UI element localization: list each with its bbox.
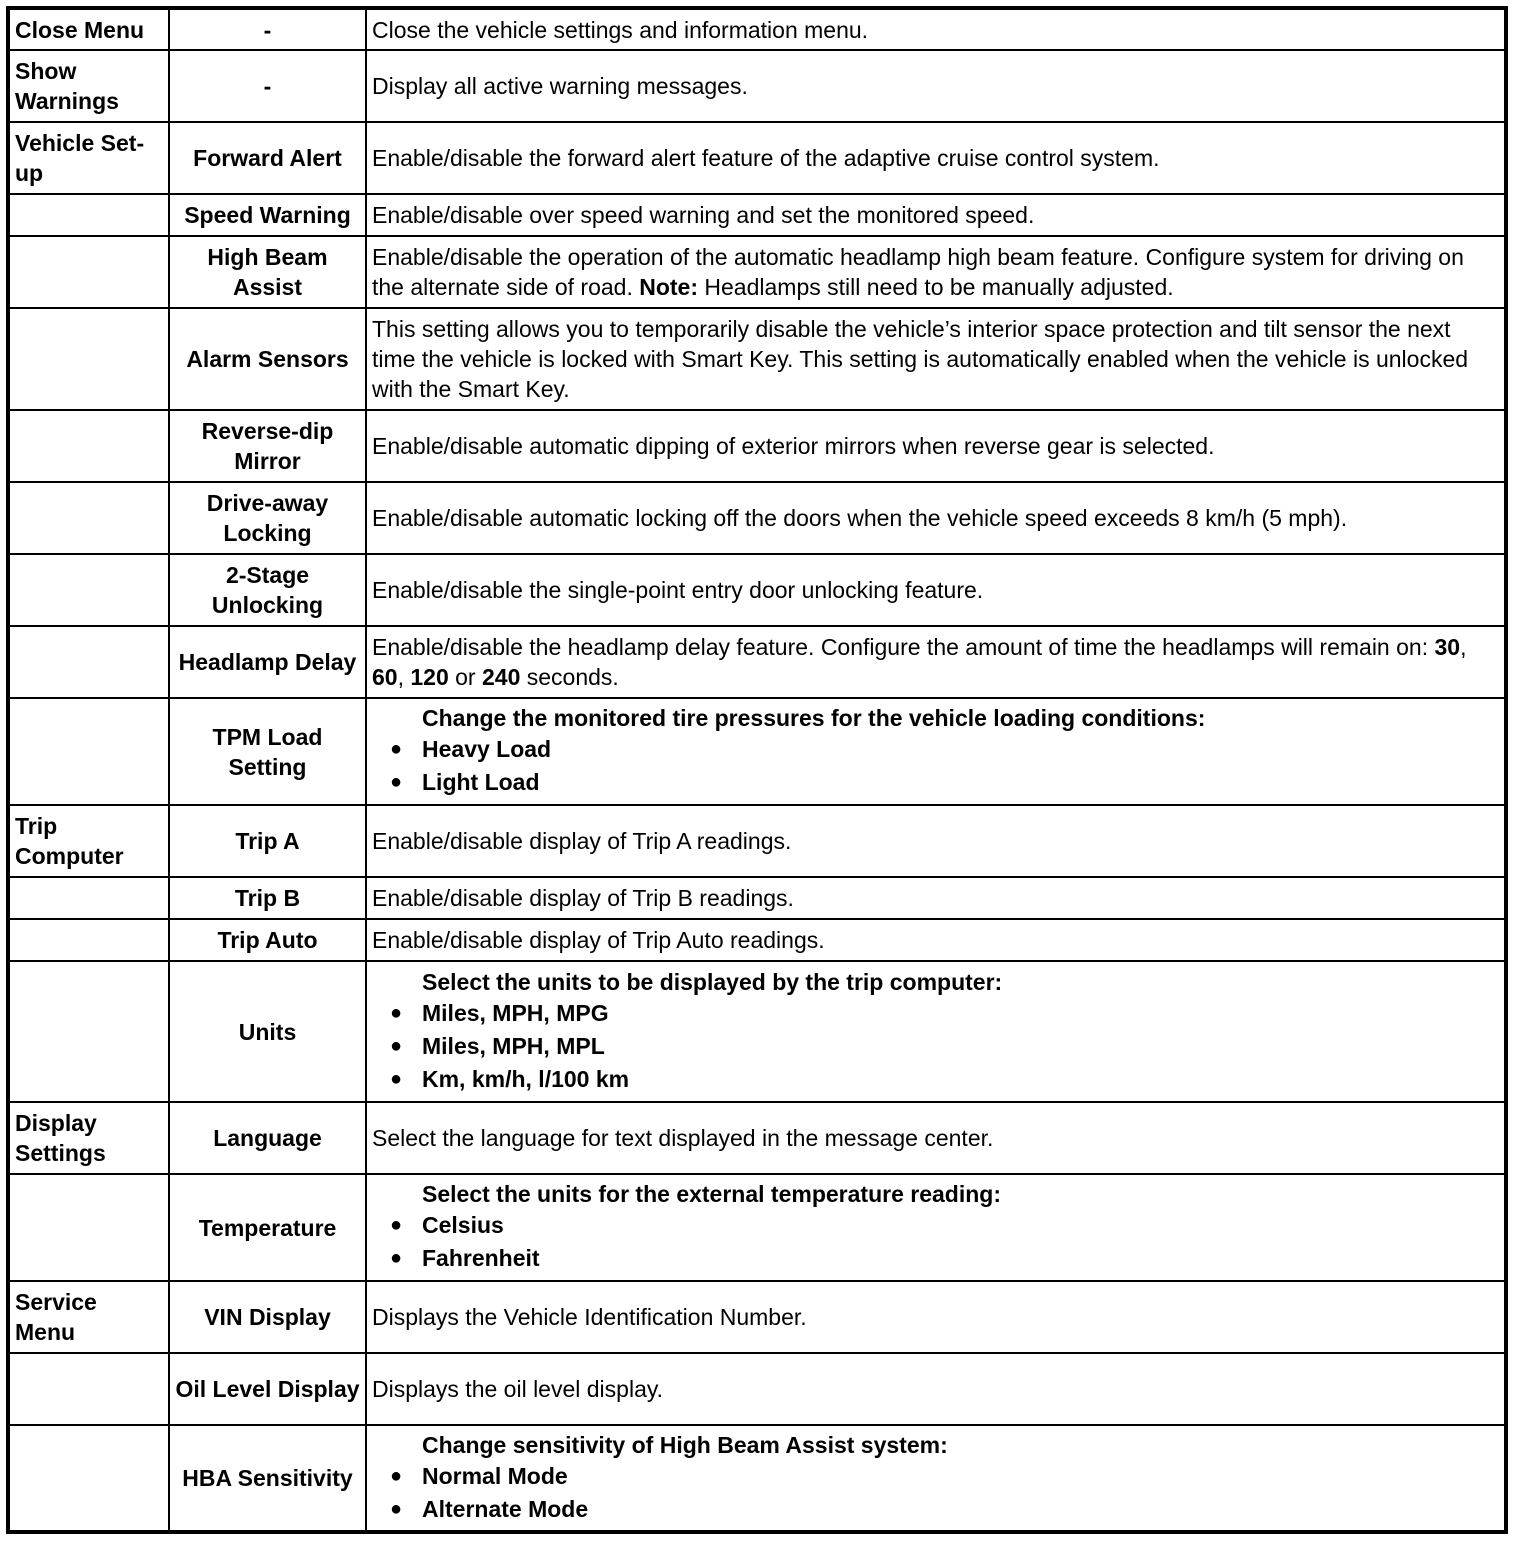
item-cell: - xyxy=(169,50,366,122)
list-item: ● Miles, MPH, MPL xyxy=(372,1030,1499,1063)
list-item: ● Light Load xyxy=(372,766,1499,799)
option-list xyxy=(372,1460,1499,1526)
description-text: Enable/disable the headlamp delay feature. Configure the amount of time the headlamps will remain on: xyxy=(372,634,1435,660)
category-cell xyxy=(8,554,169,626)
table-row xyxy=(8,805,1506,877)
item-cell: Reverse-dip Mirror xyxy=(169,410,366,482)
category-cell xyxy=(8,194,169,236)
table-row xyxy=(8,1174,1506,1281)
description-cell: Enable/disable automatic dipping of exterior mirrors when reverse gear is selected. xyxy=(366,410,1506,482)
separator: , xyxy=(397,664,411,690)
separator: , xyxy=(1460,634,1467,660)
description-text: Headlamps still need to be manually adjusted. xyxy=(698,274,1174,300)
item-cell: Forward Alert xyxy=(169,122,366,194)
item-cell: Units xyxy=(169,961,366,1102)
description-cell: Select the language for text displayed in the message center. xyxy=(366,1102,1506,1174)
table-row xyxy=(8,8,1506,50)
list-item: ● Fahrenheit xyxy=(372,1242,1499,1275)
item-cell: HBA Sensitivity xyxy=(169,1425,366,1532)
table-row xyxy=(8,877,1506,919)
description-cell: This setting allows you to temporarily disable the vehicle’s interior space protection and tilt sensor the next time the vehicle is locked with Smart Key. This setting is automatically enabled when the vehicle is unlocked with the Smart Key. xyxy=(366,308,1506,410)
description-text: seconds. xyxy=(520,664,619,690)
description-text: Enable/disable the operation of the automatic headlamp high beam feature. Configure system for driving on the alternate side of road. xyxy=(372,244,1464,300)
item-cell: Alarm Sensors xyxy=(169,308,366,410)
category-cell xyxy=(8,1425,169,1532)
table-row xyxy=(8,482,1506,554)
table-row xyxy=(8,554,1506,626)
description-cell: Enable/disable over speed warning and set the monitored speed. xyxy=(366,194,1506,236)
item-cell: Speed Warning xyxy=(169,194,366,236)
description-cell xyxy=(366,1425,1506,1532)
note-label: Note: xyxy=(639,274,699,300)
description-cell xyxy=(366,1174,1506,1281)
item-cell: Oil Level Display xyxy=(169,1353,366,1425)
category-cell: Show Warnings xyxy=(8,50,169,122)
list-item: ● Heavy Load xyxy=(372,733,1499,766)
category-cell xyxy=(8,1174,169,1281)
description-cell xyxy=(366,961,1506,1102)
delay-value: 240 xyxy=(481,664,521,690)
option-list xyxy=(372,733,1499,799)
description-cell: Enable/disable the forward alert feature of the adaptive cruise control system. xyxy=(366,122,1506,194)
category-cell xyxy=(8,236,169,308)
table-row xyxy=(8,410,1506,482)
description-cell: Enable/disable display of Trip Auto readings. xyxy=(366,919,1506,961)
settings-menu-table xyxy=(6,6,1508,1534)
description-cell xyxy=(366,698,1506,805)
description-cell: Enable/disable display of Trip A readings. xyxy=(366,805,1506,877)
category-cell xyxy=(8,482,169,554)
description-cell: Display all active warning messages. xyxy=(366,50,1506,122)
table-row xyxy=(8,626,1506,698)
category-cell xyxy=(8,626,169,698)
description-cell: Enable/disable display of Trip B readings. xyxy=(366,877,1506,919)
category-cell: Trip Computer xyxy=(8,805,169,877)
table-row xyxy=(8,919,1506,961)
description-cell: Enable/disable the single-point entry door unlocking feature. xyxy=(366,554,1506,626)
list-item: ● Celsius xyxy=(372,1209,1499,1242)
table-row xyxy=(8,1102,1506,1174)
table-row xyxy=(8,1425,1506,1532)
table-row xyxy=(8,1353,1506,1425)
description-cell xyxy=(366,626,1506,698)
item-cell: Language xyxy=(169,1102,366,1174)
option-intro: Select the units for the external temperature reading: xyxy=(422,1181,1001,1207)
option-list xyxy=(372,1209,1499,1275)
option-intro: Change sensitivity of High Beam Assist system: xyxy=(422,1431,948,1458)
separator: or xyxy=(448,664,482,690)
option-list xyxy=(372,997,1499,1096)
table-row xyxy=(8,961,1506,1102)
item-cell: Drive-away Locking xyxy=(169,482,366,554)
category-cell xyxy=(8,961,169,1102)
item-cell: High Beam Assist xyxy=(169,236,366,308)
delay-value: 120 xyxy=(410,664,449,690)
delay-value: 30 xyxy=(1434,634,1461,660)
category-cell xyxy=(8,698,169,805)
table-row xyxy=(8,194,1506,236)
category-cell: Vehicle Set-up xyxy=(8,122,169,194)
item-cell: 2-Stage Unlocking xyxy=(169,554,366,626)
description-cell: Displays the oil level display. xyxy=(366,1353,1506,1425)
item-cell: Trip Auto xyxy=(169,919,366,961)
item-cell: Temperature xyxy=(169,1174,366,1281)
list-item: ● Km, km/h, l/100 km xyxy=(372,1063,1499,1096)
option-intro: Change the monitored tire pressures for the vehicle loading conditions: xyxy=(422,705,1206,731)
table-row xyxy=(8,50,1506,122)
option-intro: Select the units to be displayed by the trip computer: xyxy=(422,968,1003,995)
description-cell xyxy=(366,236,1506,308)
item-cell: VIN Display xyxy=(169,1281,366,1353)
list-item: ● Alternate Mode xyxy=(372,1493,1499,1526)
list-item: ● Normal Mode xyxy=(372,1460,1499,1493)
category-cell: Service Menu xyxy=(8,1281,169,1353)
table-row xyxy=(8,236,1506,308)
description-cell: Displays the Vehicle Identification Number. xyxy=(366,1281,1506,1353)
item-cell: - xyxy=(169,8,366,50)
table-row xyxy=(8,1281,1506,1353)
item-cell: TPM Load Setting xyxy=(169,698,366,805)
category-cell: Close Menu xyxy=(8,8,169,50)
category-cell xyxy=(8,919,169,961)
category-cell xyxy=(8,877,169,919)
table-row xyxy=(8,698,1506,805)
category-cell xyxy=(8,1353,169,1425)
category-cell: Display Settings xyxy=(8,1102,169,1174)
description-cell: Close the vehicle settings and information menu. xyxy=(366,8,1506,50)
delay-value: 60 xyxy=(372,664,398,690)
category-cell xyxy=(8,308,169,410)
list-item: ● Miles, MPH, MPG xyxy=(372,997,1499,1030)
category-cell xyxy=(8,410,169,482)
item-cell: Trip A xyxy=(169,805,366,877)
table-row xyxy=(8,122,1506,194)
table-row xyxy=(8,308,1506,410)
item-cell: Headlamp Delay xyxy=(169,626,366,698)
description-cell: Enable/disable automatic locking off the doors when the vehicle speed exceeds 8 km/h (5 mph). xyxy=(366,482,1506,554)
item-cell: Trip B xyxy=(169,877,366,919)
